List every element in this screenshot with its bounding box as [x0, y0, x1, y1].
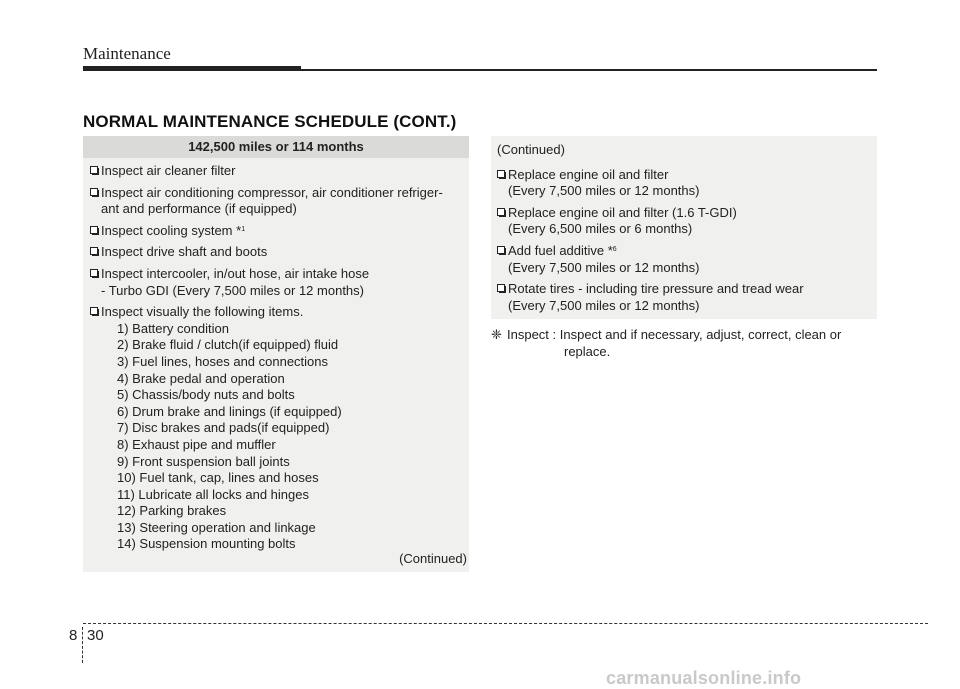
sublist-item: 2) Brake fluid / clutch(if equipped) fluid [117, 337, 339, 353]
section-title: NORMAL MAINTENANCE SCHEDULE (CONT.) [83, 112, 457, 131]
continued-label: (Continued) [497, 142, 565, 157]
item-text-continuation: (Every 7,500 miles or 12 months) [508, 259, 700, 275]
sublist-item: 10) Fuel tank, cap, lines and hoses [117, 470, 319, 486]
item-text: Replace engine oil and filter [508, 166, 669, 182]
item-text: Inspect air conditioning compressor, air conditioner refriger- [101, 184, 443, 200]
sublist-item: 1) Battery condition [117, 320, 230, 336]
item-text: Inspect drive shaft and boots [101, 244, 268, 260]
item-text-continuation: (Every 6,500 miles or 6 months) [508, 221, 693, 237]
inspection-sublist [101, 321, 463, 553]
sublist-item: 9) Front suspension ball joints [117, 453, 290, 469]
item-text-continuation: - Turbo GDI (Every 7,500 miles or 12 months) [101, 282, 364, 298]
checklist-item [90, 244, 463, 261]
checklist-item [497, 167, 871, 200]
sublist-item: 5) Chassis/body nuts and bolts [117, 387, 295, 403]
chapter-number: 8 [69, 627, 78, 644]
sublist-item: 6) Drum brake and linings (if equipped) [117, 403, 342, 419]
checklist-item [90, 266, 463, 299]
checklist-item [497, 281, 871, 314]
checkbox-icon [497, 284, 507, 294]
item-text: Inspect air cleaner filter [101, 163, 236, 178]
checklist-item [497, 205, 871, 238]
item-text: Inspect cooling system * [101, 222, 242, 238]
checkbox-icon [90, 269, 100, 279]
checkbox-icon [90, 188, 100, 198]
item-text: Inspect intercooler, in/out hose, air intake hose [101, 265, 370, 281]
left-item-list [83, 158, 469, 553]
header-rule-thin [301, 69, 877, 71]
checkbox-icon [90, 247, 100, 257]
note-line-2: replace. [564, 344, 611, 359]
sublist-item: 3) Fuel lines, hoses and connections [117, 353, 329, 369]
item-text: Inspect visually the following items. [101, 304, 304, 320]
footnote-marker: 1 [241, 225, 246, 233]
sublist-item: 13) Steering operation and linkage [117, 519, 316, 535]
sublist-item: 7) Disc brakes and pads(if equipped) [117, 420, 330, 436]
checkbox-icon [497, 208, 507, 218]
checklist-item [90, 163, 463, 180]
checkbox-icon [497, 170, 507, 180]
item-text: Replace engine oil and filter (1.6 T-GDI) [508, 204, 737, 220]
page-number-divider [82, 627, 83, 663]
footer-divider [83, 623, 928, 624]
sublist-item: 8) Exhaust pipe and muffler [117, 436, 276, 452]
checklist-item [90, 185, 463, 218]
checkbox-icon [90, 226, 100, 236]
checkbox-icon [497, 246, 507, 256]
note-line-1: Inspect : Inspect and if necessary, adjust, correct, clean or [507, 327, 842, 342]
item-text: Add fuel additive * [508, 242, 613, 258]
interval-heading: 142,500 miles or 114 months [83, 136, 469, 158]
checkbox-icon [90, 166, 100, 176]
watermark: carmanualsonline.info [606, 668, 802, 688]
checklist-item [90, 304, 463, 553]
sublist-item: 4) Brake pedal and operation [117, 370, 285, 386]
checkbox-icon [90, 307, 100, 317]
schedule-box-left [83, 136, 469, 572]
footnote-marker: 6 [612, 245, 617, 253]
schedule-box-right [491, 136, 877, 319]
page-number: 30 [87, 627, 104, 644]
inspect-note [491, 326, 877, 360]
header-rule [83, 66, 301, 71]
header-title: Maintenance [83, 44, 171, 63]
sublist-item: 12) Parking brakes [117, 503, 227, 519]
sublist-item: 11) Lubricate all locks and hinges [117, 486, 309, 502]
right-item-list [491, 136, 877, 314]
item-text-continuation: ant and performance (if equipped) [101, 201, 297, 217]
item-text: Rotate tires - including tire pressure and tread wear [508, 281, 804, 297]
sublist-item: 14) Suspension mounting bolts [117, 536, 296, 552]
item-text-continuation: (Every 7,500 miles or 12 months) [508, 297, 700, 313]
checklist-item [497, 243, 871, 276]
note-symbol-icon: ❈ [491, 327, 502, 342]
checklist-item [90, 223, 463, 240]
item-text-continuation: (Every 7,500 miles or 12 months) [508, 183, 700, 199]
continued-label: (Continued) [399, 551, 467, 567]
